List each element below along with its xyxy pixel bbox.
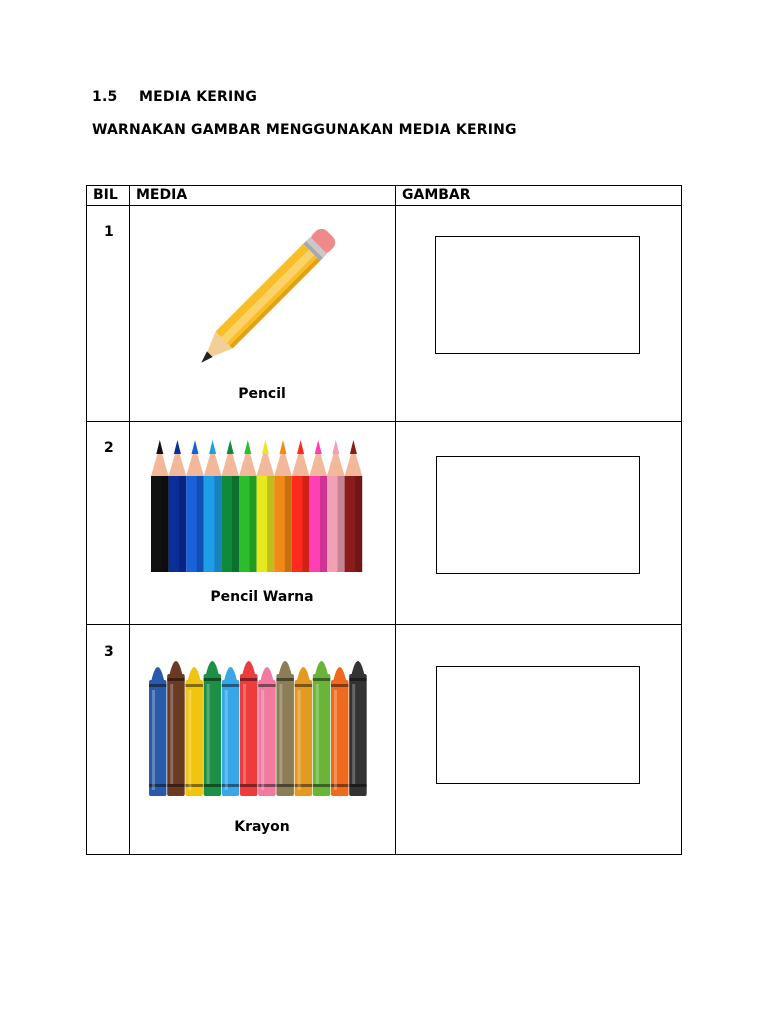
media-label: Pencil [238, 386, 286, 402]
row-divider [87, 624, 681, 625]
colored-pencil [274, 440, 292, 572]
colored-pencil [151, 440, 169, 572]
crayon [222, 667, 240, 796]
drawing-box[interactable] [435, 236, 640, 354]
colored-pencil [257, 440, 275, 572]
section-number: 1.5 [92, 89, 118, 105]
row-number: 1 [104, 224, 114, 240]
crayon [295, 667, 313, 796]
crayon [276, 661, 294, 796]
crayon [240, 661, 258, 796]
media-label: Pencil Warna [210, 589, 314, 605]
colored-pencil [186, 440, 204, 572]
row-divider [87, 421, 681, 422]
colored-pencil [345, 440, 363, 572]
colored-pencil [327, 440, 345, 572]
colored-pencil [221, 440, 239, 572]
media-table [86, 185, 682, 855]
crayon [185, 667, 203, 796]
instruction-text: WARNAKAN GAMBAR MENGGUNAKAN MEDIA KERING [92, 122, 517, 138]
drawing-box[interactable] [436, 456, 640, 574]
colored-pencil [292, 440, 310, 572]
drawing-box[interactable] [436, 666, 640, 784]
crayon [313, 661, 331, 796]
row-number: 2 [104, 440, 114, 456]
colored-pencil [204, 440, 222, 572]
colored-pencils-icon [151, 438, 363, 572]
header-gambar: GAMBAR [402, 187, 471, 203]
colored-pencil [239, 440, 257, 572]
crayon [204, 661, 222, 796]
header-media: MEDIA [136, 187, 188, 203]
crayon [331, 667, 349, 796]
header-bil: BIL [93, 187, 118, 203]
media-label: Krayon [234, 819, 290, 835]
crayon [167, 661, 185, 796]
header-divider [87, 205, 681, 206]
crayon [349, 661, 367, 796]
crayon [258, 667, 276, 796]
section-title: MEDIA KERING [139, 89, 258, 105]
colored-pencil [309, 440, 327, 572]
pencil-icon [182, 221, 342, 371]
colored-pencil [169, 440, 187, 572]
column-divider [395, 186, 396, 854]
crayons-icon [147, 648, 377, 798]
column-divider [129, 186, 130, 854]
crayon [149, 667, 167, 796]
row-number: 3 [104, 644, 114, 660]
